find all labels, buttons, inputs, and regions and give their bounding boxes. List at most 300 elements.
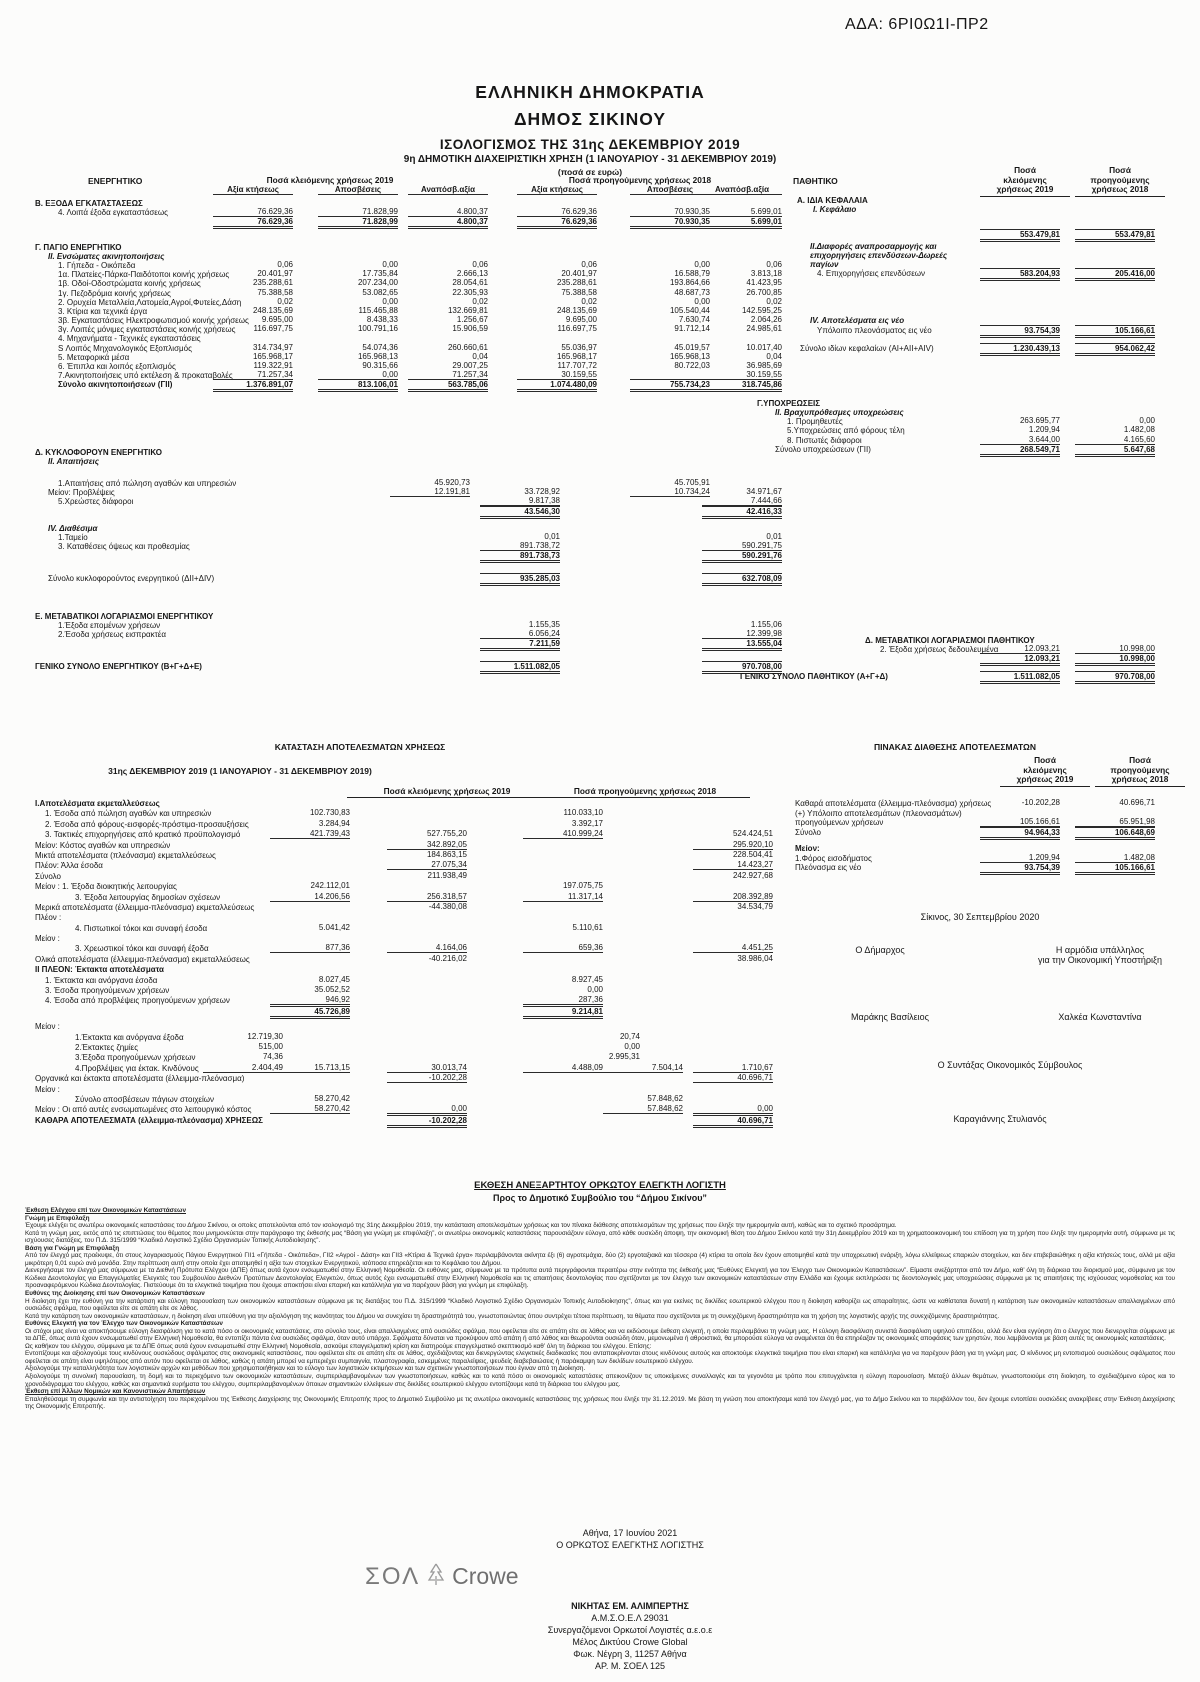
amount-cell: 91.712,14 [674, 324, 710, 334]
amount-cell: 75.388,58 [257, 287, 293, 297]
amount-cell: 9.817,38 [480, 496, 560, 506]
amount-cell: 76.629,36 [517, 207, 597, 217]
amount-cell: 102.730,83 [309, 808, 350, 818]
row-label: 1β. Οδοί-Οδοστρώματα κοινής χρήσεως [58, 279, 201, 289]
spacer [35, 648, 795, 662]
row-label: Μερικά αποτελέσματα (έλλειμμα-πλεόνασμα) εκμεταλλεύσεως [35, 902, 255, 912]
amount-cell: 877,36 [270, 943, 350, 953]
row-label: Πλεόνασμα εις νέο [795, 863, 862, 872]
amount-cell: 28.054,61 [452, 278, 488, 288]
row-label: ΓΕΝΙΚΟ ΣΥΝΟΛΟ ΠΑΘΗΤΙΚΟΥ (Α+Γ+Δ) [740, 671, 888, 681]
amount-cell: Αποσβέσεις [318, 185, 398, 195]
row-label: 3. Τακτικές επιχορηγήσεις από κρατικό προϋπολογισμό [45, 830, 241, 840]
amount-cell: 946,92 [270, 995, 350, 1005]
table-row [35, 448, 795, 457]
amount-cell: 197.075,75 [562, 881, 603, 891]
row-label: ΙΙ. Απαιτήσεις [48, 456, 100, 466]
table-row [30, 861, 910, 871]
row-label: 2. Ορυχεία Μεταλλεία,Λατομεία,Αγροί,Φυτείες,Δάση [58, 297, 242, 307]
row-label: Σύνολο ακινητοποιήσεων (ΓΙΙ) [58, 380, 173, 390]
table-row [30, 1007, 910, 1017]
amount-cell: 632.708,09 [702, 573, 782, 586]
table-row [35, 488, 795, 497]
assets-group-2019: Ποσά κλειόμενης χρήσεως 2019 [266, 175, 394, 185]
audit-section-heading: Ευθύνες της Διοίκησης επί των Οικονομικών Καταστάσεων [25, 1290, 205, 1298]
amount-cell: 132.669,81 [447, 305, 488, 315]
amount-cell: 0,00 [694, 296, 710, 306]
amount-cell: 7.444,66 [702, 496, 782, 506]
amount-cell: 295.920,10 [693, 840, 773, 850]
row-label: 5.Υποχρεώσεις από φόρους τέλη [787, 426, 905, 436]
row-label: Οργανικά και έκτακτα αποτελέσματα (έλλειμμα-πλεόνασμα) [35, 1074, 245, 1084]
country-title: ΕΛΛΗΝΙΚΗ ΔΗΜΟΚΡΑΤΙΑ [475, 82, 705, 102]
row-label: Πλέον : [35, 913, 62, 923]
row-label: 5. Μεταφορικά μέσα [58, 352, 130, 362]
row-label: 4. Λοιπά έξοδα εγκαταστάσεως [58, 208, 168, 218]
row-label: 1.Απαιτήσεις από πώληση αγαθών και υπηρεσιών [58, 478, 237, 488]
amount-cell: 1.482,08 [1075, 853, 1155, 863]
auditor-details-block [400, 1600, 860, 1672]
amount-cell: 248.135,69 [556, 305, 597, 315]
row-label: Γ. ΠΑΓΙΟ ΕΝΕΡΓΗΤΙΚΟ [35, 242, 122, 252]
crowe-tree-icon [426, 1562, 446, 1591]
amount-cell: 228.504,41 [732, 849, 773, 859]
table-row [35, 325, 795, 334]
row-label: 3β. Εγκαταστάσεις Ηλεκτροφωτισμού κοινής χρήσεως [58, 316, 249, 326]
amount-cell: 70.930,35 [630, 207, 710, 217]
amount-cell: 15.906,59 [452, 324, 488, 334]
table-row [35, 457, 795, 466]
audit-section-heading: Ευθύνες Ελεγκτή για τον Έλεγχο των Οικονομικών Καταστάσεων [25, 1320, 223, 1328]
amount-cell: Αποσβέσεις [630, 185, 710, 195]
row-label: Υπόλοιπο πλεονάσματος εις νέο [817, 325, 932, 335]
amount-cell: 205.416,00 [1075, 268, 1155, 281]
amount-cell: 1.230.439,13 [980, 343, 1060, 356]
amount-cell: 93.754,39 [980, 862, 1060, 875]
amount-cell: 1.482,08 [1123, 425, 1155, 435]
mayor-name: Μαράκης Βασίλειος [851, 1012, 929, 1022]
row-label: 1.Έξοδα επομένων χρήσεων [58, 620, 161, 630]
row-label: ΚΑΘΑΡΑ ΑΠΟΤΕΛΕΣΜΑΤΑ (έλλειμμα-πλεόνασμα) ΧΡΗΣΕΩΣ [35, 1115, 263, 1125]
amount-cell: 1.511.082,05 [980, 671, 1060, 684]
amount-cell: 0,02 [472, 296, 488, 306]
amount-cell: 4.488,09 [523, 1063, 603, 1073]
row-label: 7.Ακινητοποιήσεις υπό εκτέλεση & προκαταβολές [58, 371, 233, 381]
amount-cell: 14.423,27 [693, 860, 773, 870]
amount-cell: 4.800,37 [408, 216, 488, 229]
row-label: 1. Έσοδα από πώληση αγαθών και υπηρεσιών [45, 809, 212, 819]
assets-title: ΕΝΕΡΓΗΤΙΚΟ [88, 176, 143, 186]
row-label: Μείον : [35, 934, 60, 944]
amount-cell: 935.285,03 [480, 573, 560, 586]
table-row [735, 251, 1175, 260]
amount-cell: 26.700,85 [746, 287, 782, 297]
disposition-title: ΠΙΝΑΚΑΣ ΔΙΑΘΕΣΗΣ ΑΠΟΤΕΛΕΣΜΑΤΩΝ [874, 742, 1036, 752]
amount-cell: 1.209,94 [980, 853, 1060, 863]
amount-cell: 0,00 [1139, 416, 1155, 426]
row-label: Ε. ΜΕΤΑΒΑΤΙΚΟΙ ΛΟΓΑΡΙΑΣΜΟΙ ΕΝΕΡΓΗΤΙΚΟΥ [35, 611, 214, 621]
amount-cell: 1.074.480,09 [517, 379, 597, 392]
sol-logo-text: ΣΟΛ [365, 1562, 421, 1590]
table-row [735, 399, 1175, 408]
audit-section-heading: Βάση για Γνώμη με Επιφύλαξη [25, 1244, 120, 1252]
audit-paragraph: Κατά τη γνώμη μας, εκτός από τις επιπτώσεις του θέματος που μνημονεύεται στην παράγραφο της έκθεσής μας “Βάση για γνώμη με επιφύλαξη”, οι ανωτέρω οικονομικές καταστάσεις παρουσιάζουν εύλογα, από κάθε ουσιώδη άποψη, την οικονομική θέση του Δήμου Σικίνου κατά την 31η Δεκεμβρίου 2019 και τη χρηματοοικονομική του επίδοση για τη χρήση που έληξε την ημερομηνία αυτή, σύμφωνα με τις ισχύουσες διατάξεις, του Π.Δ. 315/1999 “Κλαδικό Λογιστικό Σχέδιο Οργανισμών Τοπικής Αυτοδιοίκησης”. [25, 1229, 1175, 1245]
disposition-head-2019 [1000, 756, 1090, 787]
audit-paragraph: Από τον έλεγχό μας προέκυψε, ότι στους λογαριασμούς Πάγιου Ενεργητικού ΓΙΙ1 «Γήπεδα - Οικόπεδα», ΓΙΙ2 «Αγροί - Δάση» και ΓΙΙ3 «Κτίρια & Τεχνικά έργα» περιλαμβάνονται ακίνητα έξι (6) αγροτεμάχια, δύο (2) εργοταξιακά και τέσσερα (4) κτίρια τα οποία δεν έχουν αποτιμηθεί κατά την υποχρεωτική ενάριξη, λόγω ελλείψεως επαρκών στοιχείων, και δεν επιβεβαιώθηκε η αξία κτήσεώς τους, αλλά με αξία μικρότερη 0,01 ευρώ ανά μονάδα. Στην περίπτωση αυτή στην οποία έχει αποτιμηθεί η αξία των στοιχείων Ενεργητικού, ισόποσα επηρεάζεται και το Κεφάλαιο του Δήμου. [25, 1252, 1175, 1267]
signature-place-date: Σίκινος, 30 Σεπτεμβρίου 2020 [920, 912, 1040, 922]
amount-cell: 4.164,06 [387, 943, 467, 953]
row-label: 3. Έξοδα λειτουργίας δημοσίων σχέσεων [75, 892, 221, 902]
amount-cell: 45.019,57 [674, 342, 710, 352]
amount-cell: 43.546,30 [480, 506, 560, 519]
audit-date-block [430, 1527, 830, 1551]
income-subtitle: 31ης ΔΕΚΕΜΒΡΙΟΥ 2019 (1 ΙΑΝΟΥΑΡΙΟΥ - 31 ΔΕΚΕΜΒΡΙΟΥ 2019) [108, 766, 372, 776]
amount-cell: 17.735,84 [362, 269, 398, 279]
row-label: 3.Έξοδα προηγούμενων χρήσεων [75, 1053, 196, 1063]
amount-cell: 1.710,67 [693, 1063, 773, 1073]
table-row [35, 507, 795, 516]
amount-cell: 93.754,39 [980, 325, 1060, 338]
table-row [35, 551, 795, 560]
amount-cell: 755.734,23 [630, 379, 710, 392]
header-line: Ποσά [1034, 755, 1056, 765]
amount-cell: 12.093,21 [980, 644, 1060, 654]
amount-cell: 0,06 [472, 259, 488, 269]
header-line: χρήσεως 2018 [1095, 775, 1185, 787]
amount-cell: 10.998,00 [1075, 644, 1155, 654]
amount-cell: 1.376.891,07 [213, 379, 293, 392]
amount-cell: 553.479,81 [980, 229, 1060, 242]
amount-cell: 0,04 [766, 351, 782, 361]
amount-cell: 75.388,58 [561, 287, 597, 297]
table-row [30, 1105, 910, 1115]
audit-paragraph: Εντοπίζουμε και αξιολογούμε τους κινδύνους ουσιώδους σφάλματος στις οικονομικές καταστάσεις, που οφείλεται είτε σε απάτη είτε σε λάθος, σχεδιάζοντας και διενεργώντας ελεγκτικές διαδικασίες που ανταποκρίνονται στους κινδύνους αυτούς και αποκτούμε ελεγκτικά τεκμήρια που είναι επαρκή και κατάλληλα για να παρέχουν βάση για τη γνώμη μας. Ο κίνδυνος μη εντοπισμού ουσιώδους σφάλματος που οφείλεται σε απάτη είναι υψηλότερος από αυτόν που οφείλεται σε λάθος, καθώς η απάτη μπορεί να εμπεριέχει συμπαιγνία, πλαστογραφία, εσκεμμένες παραλείψεις, ψευδείς διαβεβαιώσεις ή παράκαμψη των δικλίδων εσωτερικού ελέγχου. [25, 1350, 1175, 1365]
amount-cell: 0,02 [766, 296, 782, 306]
amount-cell: 74,36 [262, 1052, 283, 1062]
audit-paragraph: Αξιολογούμε την καταλληλότητα των λογιστικών αρχών και μεθόδων που χρησιμοποιήθηκαν και το εύλογο των λογιστικών εκτιμήσεων και των σχετικών γνωστοποιήσεων που έγιναν από τη Διοίκηση. [25, 1365, 586, 1373]
amount-cell: 8.027,45 [318, 974, 350, 984]
table-row [30, 1095, 910, 1105]
amount-cell: 235.288,61 [556, 278, 597, 288]
row-label: IV. Αποτελέσματα εις νέο [810, 316, 905, 326]
table-row [30, 944, 910, 954]
amount-cell: 970.708,00 [1075, 671, 1155, 684]
table-row [30, 882, 910, 892]
amount-cell: 891.738,72 [480, 541, 560, 551]
sol-crowe-logo [365, 1562, 519, 1591]
audit-section-heading: Έκθεση επί Άλλων Νομικών και Κανονιστικών Απαιτήσεων [25, 1388, 206, 1396]
row-label: 4.Προβλέψεις για έκτακ. Κινδύνους [75, 1063, 199, 1073]
audit-section-heading: Έκθεση Ελέγχου επί των Οικονομικών Καταστάσεων [25, 1207, 186, 1214]
amount-cell: 34.971,67 [746, 487, 782, 497]
row-label: 2. Έξοδα χρήσεως δεδουλευμένα [880, 645, 999, 655]
mayor-title: Ο Δήμαρχος [855, 945, 905, 955]
audit-firm-registration: ΑΡ. Μ. ΣΟΕΛ 125 [595, 1661, 665, 1671]
amount-cell: 0,01 [544, 531, 560, 541]
amount-cell: 1.155,35 [528, 619, 560, 629]
amount-cell: 40.696,71 [1119, 798, 1155, 807]
row-label: 8. Πιστωτές διάφοροι [787, 435, 862, 445]
amount-cell: 71.828,99 [318, 207, 398, 217]
assets-table [35, 199, 795, 672]
header-line: Ποσά [1129, 755, 1151, 765]
amount-cell: 80.722,03 [674, 361, 710, 370]
amount-cell: 71.828,99 [318, 216, 398, 229]
row-label: Α. ΙΔΙΑ ΚΕΦΑΛΑΙΑ [797, 196, 868, 205]
table-row [30, 924, 910, 934]
amount-cell: 76.629,36 [213, 207, 293, 217]
advisor-name: Καραγιάννης Στυλιανός [953, 1114, 1047, 1124]
amount-cell: Αξία κτήσεως [213, 185, 293, 195]
amount-cell: 5.647,68 [1075, 444, 1155, 457]
row-label: Μείον : Οι από αυτές ενσωματωμένες στο λειτουργικό κόστος [35, 1105, 252, 1115]
amount-cell: 3.813,18 [750, 269, 782, 279]
table-row [735, 672, 1175, 681]
table-row [35, 497, 795, 506]
amount-cell: 813.106,01 [318, 379, 398, 392]
amount-cell: 4.165,60 [1075, 435, 1155, 445]
table-row [30, 1043, 910, 1053]
amount-cell: 15.713,15 [270, 1063, 350, 1073]
table-row [30, 1022, 910, 1032]
amount-cell: 318.745,86 [702, 379, 782, 392]
table-row [30, 1033, 910, 1043]
amount-cell: 4.800,37 [408, 207, 488, 217]
amount-cell: 659,36 [523, 943, 603, 953]
row-label: Δ. ΜΕΤΑΒΑΤΙΚΟΙ ΛΟΓΑΡΙΑΣΜΟΙ ΠΑΘΗΤΙΚΟΥ [865, 636, 1035, 645]
table-row [735, 654, 1175, 663]
row-label: ΙΙ ΠΛΕΟΝ: Έκτακτα αποτελέσματα [35, 965, 164, 975]
amount-cell: 248.135,69 [252, 305, 293, 315]
amount-cell: 7.504,14 [603, 1063, 683, 1073]
amount-cell: 207.234,00 [357, 278, 398, 288]
amount-cell: 4.451,25 [693, 943, 773, 953]
table-row [30, 1064, 910, 1074]
audit-report-title: ΕΚΘΕΣΗ ΑΝΕΞΑΡΤΗΤΟΥ ΟΡΚΩΤΟΥ ΕΛΕΓΚΤΗ ΛΟΓΙΣΤΗ [474, 1180, 726, 1191]
currency-note: (ποσά σε ευρώ) [557, 167, 623, 177]
table-row [735, 196, 1175, 205]
amount-cell: 29.007,25 [452, 361, 488, 370]
amount-cell: Αναπόσβ.αξία [408, 185, 488, 195]
row-label: Μείον: Προβλέψεις [48, 488, 115, 498]
header-line: χρήσεως 2019 [1000, 775, 1090, 787]
row-label: Γ.ΥΠΟΧΡΕΩΣΕΙΣ [757, 398, 821, 408]
amount-cell: 10.998,00 [1075, 653, 1155, 666]
amount-cell: 65.951,98 [1075, 817, 1155, 827]
amount-cell: 563.785,06 [408, 379, 488, 392]
auditor-title-line: Ο ΟΡΚΩΤΟΣ ΕΛΕΓΚΤΗΣ ΛΟΓΙΣΤΗΣ [556, 1540, 704, 1550]
row-label: Μείον: [795, 844, 820, 853]
row-label: Μείον : 1. Έξοδα διοικητικής λειτουργίας [35, 882, 177, 892]
amount-cell: 20,74 [619, 1031, 640, 1041]
spacer [35, 390, 795, 448]
table-row [795, 799, 1185, 809]
table-row [30, 851, 910, 861]
assets-group-2018: Ποσά προηγούμενης χρήσεως 2018 [568, 175, 712, 185]
amount-cell: 45.920,73 [434, 477, 470, 487]
income-group-2018: Ποσά προηγούμενης χρήσεως 2018 [540, 786, 750, 798]
amount-cell: 12.399,98 [702, 629, 782, 639]
spacer [735, 353, 1175, 399]
row-label: 2.Έκτακτες ζημίες [75, 1042, 139, 1052]
officer-name: Χαλκέα Κωνσταντίνα [1058, 1012, 1142, 1022]
amount-cell: 242.112,01 [310, 881, 350, 891]
disposition-table [795, 799, 1185, 873]
audit-section-heading: Γνώμη με Επιφύλαξη [25, 1214, 90, 1222]
amount-cell: 3.392,17 [571, 818, 603, 828]
amount-cell: 0,00 [587, 985, 603, 995]
table-row [35, 533, 795, 542]
row-label: 1. Γήπεδα - Οικόπεδα [58, 260, 136, 270]
statement-subtitle: 9η ΔΗΜΟΤΙΚΗ ΔΙΑΧΕΙΡΙΣΤΙΚΗ ΧΡΗΣΗ (1 ΙΑΝΟΥΑΡΙΟΥ - 31 ΔΕΚΕΜΒΡΙΟΥ 2019) [403, 154, 777, 165]
row-label: 6. Έπιπλα και λοιπός εξοπλισμός [58, 362, 176, 371]
row-label: 4. Έσοδα από προβλέψεις προηγούμενων χρήσεων [45, 996, 230, 1006]
amount-cell: 165.968,13 [669, 351, 710, 361]
audit-paragraph: Κατά την κατάρτιση των οικονομικών καταστάσεων, η διοίκηση είναι υπεύθυνη για την αξιολόγηση της ικανότητας του Δήμου να συνεχίσει τη δραστηριότητά του, γνωστοποιώντας όπου συντρέχει τέτοια περίπτωση, τα θέματα που σχετίζονται με τη συνεχιζόμενη δραστηριότητα και τη χρήση της λογιστικής αρχής της συνεχιζόμενης δραστηριότητας. [25, 1312, 1000, 1320]
row-label: 1.Ταμείο [58, 532, 88, 542]
row-label: 3. Καταθέσεις όψεως και προθεσμίας [58, 542, 190, 552]
spacer [735, 214, 1175, 230]
table-row [735, 205, 1175, 214]
row-label: 1. Έκτακτα και ανόργανα έσοδα [45, 975, 158, 985]
amount-cell: -40.216,02 [428, 953, 467, 963]
table-row [35, 243, 795, 252]
table-row [35, 217, 795, 226]
amount-cell: 27.075,34 [387, 860, 467, 870]
table-row [30, 1053, 910, 1063]
table-row [30, 903, 910, 913]
amount-cell: 33.728,92 [524, 487, 560, 497]
amount-cell: 524.424,51 [732, 829, 773, 839]
audit-paragraph: Έχουμε ελέγξει τις ανωτέρω οικονομικές καταστάσεις του Δήμου Σικίνου, οι οποίες αποτελούνται από τον ισολογισμό της 31ης Δεκεμβρίου 2019, την κατάσταση αποτελεσμάτων χρήσεως και τον πίνακα διάθεσης αποτελεσμάτων της χρήσεως που έληξε την ημερομηνία αυτή, καθώς και το σχετικό προσάρτημα. [25, 1222, 897, 1230]
amount-cell: 94.964,33 [980, 827, 1060, 840]
amount-cell: 100.791,16 [357, 324, 398, 334]
spacer [35, 584, 795, 612]
row-label: Σύνολο αποσβέσεων πάγιων στοιχείων [75, 1094, 215, 1104]
amount-cell: 117.707,72 [557, 361, 597, 370]
amount-cell: 40.696,71 [693, 1073, 773, 1083]
amount-cell: 8.927,45 [571, 974, 603, 984]
row-label: 1.Φόρος εισοδήματος [795, 853, 872, 863]
table-row [30, 913, 910, 923]
amount-cell: 12.191,81 [390, 487, 470, 497]
row-label: 4. Πιστωτικοί τόκοι και συναφή έσοδα [75, 923, 208, 933]
row-label: 3γ. Λοιπές μόνιμες εγκαταστάσεις κοινής χρήσεως [58, 325, 236, 335]
row-label: 4. Μηχανήματα - Τεχνικές εγκαταστάσεις [58, 334, 201, 344]
amount-cell: 53.082,65 [362, 287, 398, 297]
amount-cell: 2.404,49 [203, 1063, 283, 1073]
table-row [30, 1085, 910, 1095]
amount-cell: 9.695,00 [261, 315, 293, 325]
amount-cell: 7.630,74 [678, 315, 710, 325]
amount-cell: Αξία κτήσεως [517, 185, 597, 195]
amount-cell: 76.629,36 [517, 216, 597, 229]
row-label: 1α. Πλατείες-Πάρκα-Παιδότοποι κοινής χρήσεως [58, 270, 230, 280]
amount-cell: 553.479,81 [1075, 229, 1155, 242]
row-label: S Λοιπός Μηχανολογικός Εξοπλισμός [58, 343, 192, 353]
amount-cell: 891.738,73 [480, 550, 560, 563]
amount-cell: 110.033,10 [563, 808, 603, 818]
row-label: IV. Διαθέσιμα [48, 523, 98, 533]
amount-cell: 193.864,66 [669, 278, 710, 288]
amount-cell: 58.270,42 [270, 1104, 350, 1114]
row-label: Ι.Αποτελέσματα εκμεταλλεύσεως [35, 799, 160, 808]
table-row [35, 186, 795, 198]
amount-cell: 5.699,01 [702, 216, 782, 229]
row-label: 3. Έσοδα προηγούμενων χρήσεων [45, 986, 170, 996]
table-row [35, 612, 795, 621]
amount-cell: 590.291,75 [702, 541, 782, 551]
amount-cell: 12.719,30 [247, 1031, 283, 1041]
liabilities-head-2019 [980, 166, 1070, 197]
amount-cell: 0,00 [382, 259, 398, 269]
row-label: 4. Επιχορηγήσεις επενδύσεων [817, 269, 925, 279]
amount-cell: 268.549,71 [980, 444, 1060, 457]
table-row [35, 662, 795, 671]
table-row [795, 863, 1185, 873]
amount-cell: 71.257,34 [213, 370, 293, 380]
spacer [735, 454, 1175, 636]
row-label: προηγούμενων χρήσεων [795, 818, 884, 827]
amount-cell: 24.985,61 [746, 324, 782, 334]
liabilities-table [735, 196, 1175, 681]
amount-cell: 54.074,36 [362, 342, 398, 352]
header-line: Ποσά [1109, 165, 1131, 175]
audit-report-addressee: Προς το Δημοτικό Συμβούλιο του “Δήμου Σικίνου” [493, 1193, 707, 1203]
amount-cell: 0,00 [382, 296, 398, 306]
amount-cell: 5.110,61 [572, 922, 603, 932]
audit-network: Μέλος Δικτύου Crowe Global [572, 1637, 688, 1647]
amount-cell: 76.629,36 [213, 216, 293, 229]
amount-cell: 0,06 [277, 259, 293, 269]
header-line: χρήσεως 2019 [980, 185, 1070, 197]
row-label: 3. Κτίρια και τεχνικά έργα [58, 306, 148, 316]
amount-cell: -10.202,28 [387, 1115, 467, 1128]
audit-firm: Συνεργαζόμενοι Ορκωτοί Λογιστές α.ε.ο.ε [547, 1625, 713, 1635]
row-label: Δ. ΚΥΚΛΟΦΟΡΟΥΝ ΕΝΕΡΓΗΤΙΚΟ [35, 447, 163, 457]
amount-cell: 41.423,95 [746, 278, 782, 288]
header-line: Ποσά [1014, 165, 1036, 175]
table-row [30, 1116, 910, 1126]
amount-cell: 30.013,74 [387, 1063, 467, 1073]
income-group-2019: Ποσά κλειόμενης χρήσεως 2019 [347, 786, 547, 798]
amount-cell: 527.755,20 [426, 829, 467, 839]
row-label: επιχορηγήσεις επενδύσεων-Δωρεές [810, 250, 948, 260]
amount-cell: 0,00 [318, 370, 398, 380]
table-row [35, 621, 795, 630]
amount-cell: 105.540,44 [669, 305, 710, 315]
table-row [735, 445, 1175, 454]
amount-cell: 165.968,13 [357, 351, 398, 361]
amount-cell: Αναπόσβ.αξία [702, 185, 782, 195]
row-label: ΓΕΝΙΚΟ ΣΥΝΟΛΟ ΕΝΕΡΓΗΤΙΚΟΥ (Β+Γ+Δ+Ε) [35, 662, 202, 672]
header-line: κλειόμενης [1023, 764, 1067, 775]
amount-cell: 242.927,68 [732, 870, 773, 880]
amount-cell: 70.930,35 [630, 216, 710, 229]
table-row [30, 986, 910, 996]
amount-cell: 7.211,59 [480, 638, 560, 651]
amount-cell: 8.438,33 [366, 315, 398, 325]
amount-cell: 106.648,69 [1075, 827, 1155, 840]
amount-cell: 184.863,15 [426, 849, 467, 859]
amount-cell: 13.555,04 [702, 638, 782, 651]
amount-cell: 11.317,14 [523, 892, 603, 902]
amount-cell: 38.986,04 [737, 953, 773, 963]
amount-cell: 165.968,17 [556, 351, 597, 361]
amount-cell: 40.696,71 [693, 1115, 773, 1128]
table-row [735, 230, 1175, 239]
amount-cell: 14.206,56 [270, 892, 350, 902]
